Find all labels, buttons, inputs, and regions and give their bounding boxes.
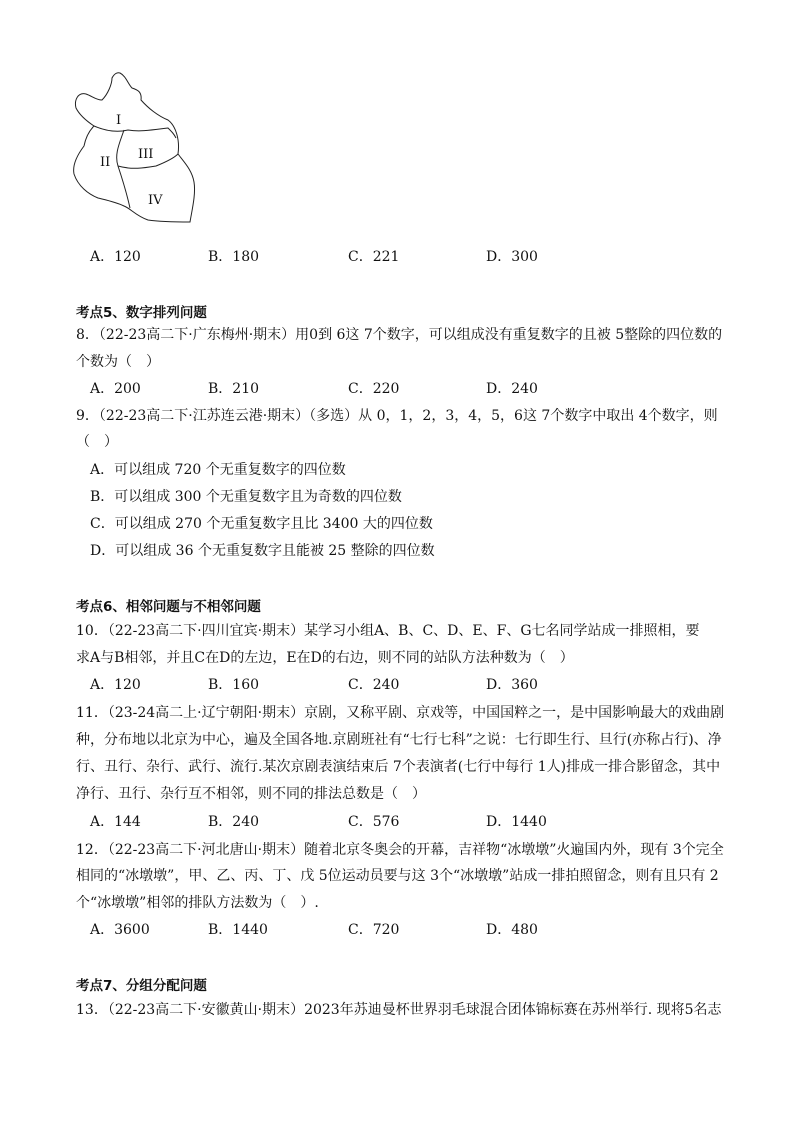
q8-option-d: D．240 <box>486 381 538 397</box>
q10-line-1: 10．（22-23高二下·四川宜宾·期末）某学习小组A、B、C、D、E、F、G七名同学站成一排照相，要 <box>76 623 700 639</box>
section-7-title: 考点7、分组分配问题 <box>76 978 207 994</box>
q8-line-1: 8．（22-23高二下·广东梅州·期末）用0到 6这 7个数字，可以组成没有重复数字的且被 5整除的四位数的 <box>76 327 723 343</box>
q11-options <box>90 812 550 832</box>
q10-option-b: B．160 <box>208 677 260 693</box>
region-label-1: I <box>116 113 122 128</box>
q12-option-d: D．480 <box>486 922 538 938</box>
q8-options <box>90 379 550 399</box>
q8-option-c: C．220 <box>348 381 400 397</box>
q8-option-b: B．210 <box>208 381 260 397</box>
q7-option-a: A．120 <box>90 249 141 265</box>
q12-options <box>90 920 550 940</box>
q11-line-4: 净行、丑行、杂行互不相邻，则不同的排法总数是（ ） <box>76 786 426 802</box>
q11-line-2: 种，分布地以北京为中心，遍及全国各地.京剧班社有“七行七科”之说：七行即生行、旦行(亦称占行)、净 <box>76 732 722 748</box>
q11-option-d: D．1440 <box>486 814 547 830</box>
q7-options <box>90 247 550 267</box>
q7-option-d: D．300 <box>486 249 538 265</box>
q11-option-a: A．144 <box>90 814 141 830</box>
q10-options <box>90 675 550 695</box>
q7-option-b: B．180 <box>208 249 260 265</box>
q9-line-2: （ ） <box>76 434 118 450</box>
q12-line-3: 个“冰墩墩”相邻的排队方法数为（ ）. <box>76 895 319 911</box>
q9-option-b: B．可以组成 300 个无重复数字且为奇数的四位数 <box>90 489 402 505</box>
q9-option-d: D．可以组成 36 个无重复数字且能被 25 整除的四位数 <box>90 543 435 559</box>
q9-option-a: A．可以组成 720 个无重复数字的四位数 <box>90 462 346 478</box>
section-6-title: 考点6、相邻问题与不相邻问题 <box>76 599 261 615</box>
q12-option-a: A．3600 <box>90 922 150 938</box>
q12-option-b: B．1440 <box>208 922 268 938</box>
region-label-2: II <box>100 155 111 170</box>
q10-line-2: 求A与B相邻，并且C在D的左边，E在D的右边，则不同的站队方法种数为（ ） <box>76 650 574 666</box>
q11-option-b: B．240 <box>208 814 260 830</box>
q9-line-1: 9．（22-23高二下·江苏连云港·期末）（多选）从 0，1，2，3，4，5，6这 7个数字中取出 4个数字，则 <box>76 408 718 424</box>
region-label-4: IV <box>148 193 163 208</box>
q12-option-c: C．720 <box>348 922 400 938</box>
q8-option-a: A．200 <box>90 381 141 397</box>
q11-line-3: 行、丑行、杂行、武行、流行.某次京剧表演结束后 7个表演者(七行中每行 1人)排成一排合影留念，其中 <box>76 759 721 775</box>
map-outline <box>74 73 195 222</box>
region-label-3: III <box>138 147 154 162</box>
q10-option-c: C．240 <box>348 677 400 693</box>
q12-line-1: 12．（22-23高二下·河北唐山·期末）随着北京冬奥会的开幕，吉祥物“冰墩墩”火遍国内外，现有 3个完全 <box>76 842 724 858</box>
q11-line-1: 11．（23-24高二上·辽宁朝阳·期末）京剧，又称平剧、京戏等，中国国粹之一，是中国影响最大的戏曲剧 <box>76 705 725 721</box>
map-figure <box>68 70 198 230</box>
q11-option-c: C．576 <box>348 814 400 830</box>
q12-line-2: 相同的“冰墩墩”，甲、乙、丙、丁、戊 5位运动员要与这 3个“冰墩墩”站成一排拍照留念，则有且只有 2 <box>76 868 719 884</box>
q10-option-d: D．360 <box>486 677 538 693</box>
q9-option-c: C．可以组成 270 个无重复数字且比 3400 大的四位数 <box>90 516 433 532</box>
q13-line-1: 13．（22-23高二下·安徽黄山·期末）2023年苏迪曼杯世界羽毛球混合团体锦标赛在苏州举行. 现将5名志 <box>76 1002 722 1018</box>
q8-line-2: 个数为（ ） <box>76 354 160 370</box>
q7-option-c: C．221 <box>348 249 400 265</box>
section-5-title: 考点5、数字排列问题 <box>76 305 207 321</box>
q10-option-a: A．120 <box>90 677 141 693</box>
